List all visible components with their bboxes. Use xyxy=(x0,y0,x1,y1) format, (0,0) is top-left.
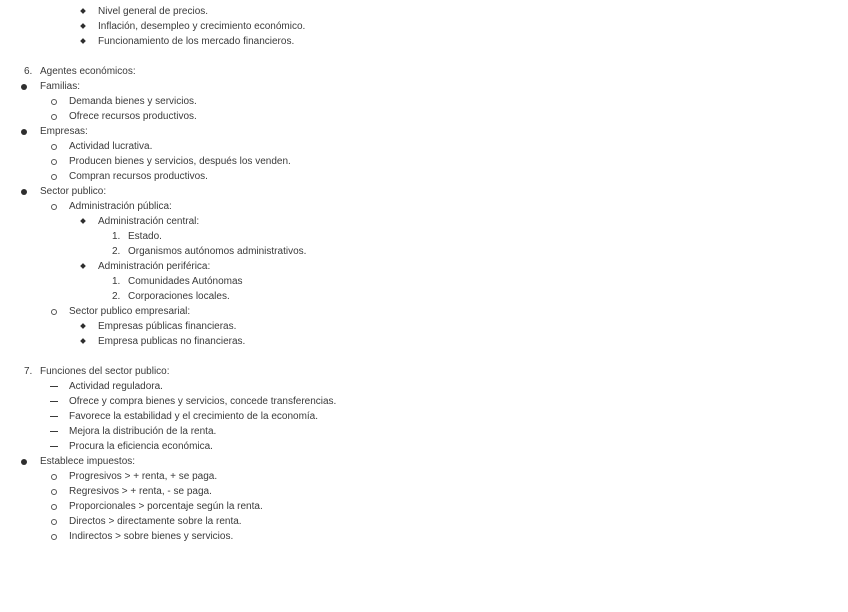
list-item-text: Ofrece y compra bienes y servicios, concede transferencias. xyxy=(69,396,337,407)
list-item xyxy=(0,334,848,349)
list-item xyxy=(0,94,848,109)
list-number: 6. xyxy=(24,66,33,77)
bullet-circle-icon xyxy=(51,504,57,510)
list-item-text: Sector publico: xyxy=(40,186,107,197)
bullet-dot-icon xyxy=(21,84,27,90)
bullet-diamond-icon xyxy=(80,23,86,29)
list-item xyxy=(0,304,848,319)
list-item-text: Actividad lucrativa. xyxy=(69,141,153,152)
list-item-text: Nivel general de precios. xyxy=(98,6,209,17)
list-item xyxy=(0,499,848,514)
list-item xyxy=(0,274,848,289)
list-item xyxy=(0,244,848,259)
list-item-text: Compran recursos productivos. xyxy=(69,171,208,182)
bullet-circle-icon xyxy=(51,174,57,180)
bullet-diamond-icon xyxy=(80,218,86,224)
list-item-text: Regresivos > + renta, - se paga. xyxy=(69,486,212,497)
list-item xyxy=(0,4,848,19)
list-item xyxy=(0,184,848,199)
list-item xyxy=(0,124,848,139)
list-item-text: Familias: xyxy=(40,81,81,92)
list-item xyxy=(0,199,848,214)
list-number: 2. xyxy=(112,291,121,302)
bullet-diamond-icon xyxy=(80,8,86,14)
blank-line xyxy=(0,349,848,364)
list-item-text: Funciones del sector publico: xyxy=(40,366,170,377)
list-item xyxy=(0,19,848,34)
list-item-text: Directos > directamente sobre la renta. xyxy=(69,516,242,527)
list-item-text: Actividad reguladora. xyxy=(69,381,163,392)
list-item xyxy=(0,319,848,334)
list-item-text: Administración pública: xyxy=(69,201,172,212)
bullet-dot-icon xyxy=(21,459,27,465)
list-item-text: Demanda bienes y servicios. xyxy=(69,96,197,107)
list-item xyxy=(0,514,848,529)
bullet-diamond-icon xyxy=(80,323,86,329)
list-item xyxy=(0,529,848,544)
list-item-text: Indirectos > sobre bienes y servicios. xyxy=(69,531,234,542)
bullet-dash-icon xyxy=(50,386,58,387)
list-item xyxy=(0,64,848,79)
list-item xyxy=(0,214,848,229)
bullet-diamond-icon xyxy=(80,38,86,44)
list-item xyxy=(0,364,848,379)
list-item-text: Empresas: xyxy=(40,126,88,137)
list-item-text: Mejora la distribución de la renta. xyxy=(69,426,217,437)
list-item xyxy=(0,454,848,469)
blank-line xyxy=(0,49,848,64)
list-item xyxy=(0,379,848,394)
bullet-dot-icon xyxy=(21,189,27,195)
bullet-circle-icon xyxy=(51,114,57,120)
bullet-dash-icon xyxy=(50,446,58,447)
list-item xyxy=(0,394,848,409)
bullet-circle-icon xyxy=(51,309,57,315)
list-item-text: Establece impuestos: xyxy=(40,456,136,467)
bullet-circle-icon xyxy=(51,144,57,150)
list-item xyxy=(0,424,848,439)
list-item-text: Organismos autónomos administrativos. xyxy=(128,246,307,257)
bullet-circle-icon xyxy=(51,519,57,525)
list-item xyxy=(0,109,848,124)
list-item-text: Ofrece recursos productivos. xyxy=(69,111,197,122)
bullet-diamond-icon xyxy=(80,263,86,269)
bullet-dash-icon xyxy=(50,401,58,402)
list-item-text: Producen bienes y servicios, después los venden. xyxy=(69,156,291,167)
bullet-circle-icon xyxy=(51,474,57,480)
list-item xyxy=(0,289,848,304)
list-item-text: Inflación, desempleo y crecimiento económico. xyxy=(98,21,306,32)
list-item-text: Administración periférica: xyxy=(98,261,211,272)
list-item xyxy=(0,484,848,499)
list-item xyxy=(0,139,848,154)
list-item xyxy=(0,154,848,169)
list-item xyxy=(0,34,848,49)
list-item-text: Procura la eficiencia económica. xyxy=(69,441,213,452)
bullet-circle-icon xyxy=(51,204,57,210)
list-item-text: Sector publico empresarial: xyxy=(69,306,191,317)
list-item xyxy=(0,79,848,94)
list-item xyxy=(0,229,848,244)
list-item-text: Progresivos > + renta, + se paga. xyxy=(69,471,218,482)
list-item-text: Comunidades Autónomas xyxy=(128,276,243,287)
list-number: 1. xyxy=(112,231,121,242)
bullet-dot-icon xyxy=(21,129,27,135)
list-item-text: Funcionamiento de los mercado financieros. xyxy=(98,36,295,47)
list-item xyxy=(0,439,848,454)
list-item-text: Favorece la estabilidad y el crecimiento de la economía. xyxy=(69,411,319,422)
list-item xyxy=(0,169,848,184)
list-item-text: Agentes económicos: xyxy=(40,66,136,77)
list-item xyxy=(0,469,848,484)
list-item-text: Administración central: xyxy=(98,216,200,227)
list-item-text: Corporaciones locales. xyxy=(128,291,230,302)
document-body xyxy=(0,4,848,544)
list-number: 1. xyxy=(112,276,121,287)
list-number: 2. xyxy=(112,246,121,257)
bullet-circle-icon xyxy=(51,159,57,165)
list-number: 7. xyxy=(24,366,33,377)
bullet-circle-icon xyxy=(51,534,57,540)
bullet-circle-icon xyxy=(51,99,57,105)
bullet-dash-icon xyxy=(50,431,58,432)
list-item-text: Empresa publicas no financieras. xyxy=(98,336,246,347)
list-item-text: Empresas públicas financieras. xyxy=(98,321,237,332)
list-item-text: Proporcionales > porcentaje según la renta. xyxy=(69,501,263,512)
list-item xyxy=(0,259,848,274)
bullet-circle-icon xyxy=(51,489,57,495)
bullet-diamond-icon xyxy=(80,338,86,344)
list-item-text: Estado. xyxy=(128,231,162,242)
bullet-dash-icon xyxy=(50,416,58,417)
list-item xyxy=(0,409,848,424)
